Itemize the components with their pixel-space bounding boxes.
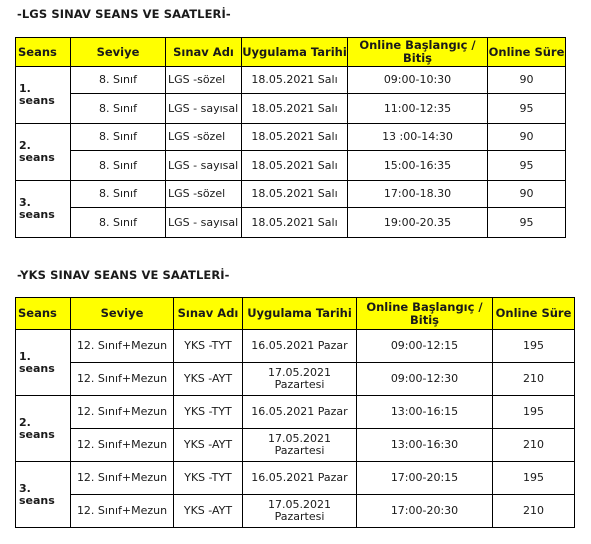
cell-sinav-adi: YKS -AYT xyxy=(174,363,243,396)
column-header-uygulama-tarihi: Uygulama Tarihi xyxy=(243,298,357,330)
session-label: 1. seans xyxy=(16,67,71,124)
column-header-online-sure: Online Süre xyxy=(488,38,566,67)
session-label: 1. seans xyxy=(16,330,71,396)
cell-online-sure: 210 xyxy=(493,363,575,396)
lgs-schedule-table xyxy=(15,37,566,238)
cell-uygulama-tarihi: 18.05.2021 Salı xyxy=(242,151,348,181)
cell-uygulama-tarihi: 16.05.2021 Pazar xyxy=(243,330,357,363)
cell-sinav-adi: LGS -sözel xyxy=(166,181,242,208)
cell-online-sure: 90 xyxy=(488,181,566,208)
cell-online-sure: 210 xyxy=(493,495,575,528)
cell-uygulama-tarihi: 17.05.2021 Pazartesi xyxy=(243,495,357,528)
session-label: 2. seans xyxy=(16,124,71,181)
column-header-uygulama-tarihi: Uygulama Tarihi xyxy=(242,38,348,67)
cell-sinav-adi: YKS -TYT xyxy=(174,396,243,429)
cell-sinav-adi: LGS - sayısal xyxy=(166,151,242,181)
cell-uygulama-tarihi: 18.05.2021 Salı xyxy=(242,94,348,124)
cell-online-saat: 09:00-12:30 xyxy=(357,363,493,396)
cell-online-saat: 17:00-20:15 xyxy=(357,462,493,495)
cell-uygulama-tarihi: 17.05.2021 Pazartesi xyxy=(243,363,357,396)
column-header-seviye: Seviye xyxy=(71,298,174,330)
cell-sinav-adi: YKS -AYT xyxy=(174,429,243,462)
table-row xyxy=(16,363,575,396)
cell-seviye: 8. Sınıf xyxy=(71,124,166,151)
column-header-online-baslangic-bitis: Online Başlangıç / Bitiş xyxy=(348,38,488,67)
cell-online-sure: 95 xyxy=(488,151,566,181)
table-row xyxy=(16,462,575,495)
session-label: 3. seans xyxy=(16,462,71,528)
cell-online-sure: 95 xyxy=(488,94,566,124)
cell-seviye: 8. Sınıf xyxy=(71,67,166,94)
cell-uygulama-tarihi: 18.05.2021 Salı xyxy=(242,67,348,94)
table-row xyxy=(16,330,575,363)
cell-seviye: 8. Sınıf xyxy=(71,94,166,124)
cell-uygulama-tarihi: 16.05.2021 Pazar xyxy=(243,396,357,429)
cell-online-saat: 13:00-16:30 xyxy=(357,429,493,462)
cell-sinav-adi: YKS -TYT xyxy=(174,462,243,495)
column-header-seans: Seans xyxy=(16,298,71,330)
table-row xyxy=(16,208,566,238)
yks-section-title: -YKS SINAV SEANS VE SAATLERİ- xyxy=(17,268,230,282)
lgs-section-title: -LGS SINAV SEANS VE SAATLERİ- xyxy=(17,7,231,21)
cell-online-saat: 13 :00-14:30 xyxy=(348,124,488,151)
table-row xyxy=(16,124,566,151)
cell-online-sure: 195 xyxy=(493,330,575,363)
cell-uygulama-tarihi: 18.05.2021 Salı xyxy=(242,181,348,208)
column-header-seviye: Seviye xyxy=(71,38,166,67)
cell-online-saat: 09:00-12:15 xyxy=(357,330,493,363)
column-header-sinav-adi: Sınav Adı xyxy=(174,298,243,330)
cell-sinav-adi: LGS -sözel xyxy=(166,124,242,151)
cell-online-sure: 90 xyxy=(488,67,566,94)
cell-seviye: 12. Sınıf+Mezun xyxy=(71,330,174,363)
column-header-online-sure: Online Süre xyxy=(493,298,575,330)
cell-seviye: 12. Sınıf+Mezun xyxy=(71,462,174,495)
cell-online-sure: 195 xyxy=(493,396,575,429)
cell-seviye: 8. Sınıf xyxy=(71,208,166,238)
session-label: 3. seans xyxy=(16,181,71,238)
cell-seviye: 8. Sınıf xyxy=(71,151,166,181)
cell-seviye: 12. Sınıf+Mezun xyxy=(71,429,174,462)
cell-seviye: 12. Sınıf+Mezun xyxy=(71,396,174,429)
cell-uygulama-tarihi: 18.05.2021 Salı xyxy=(242,208,348,238)
cell-online-saat: 17:00-18.30 xyxy=(348,181,488,208)
cell-online-sure: 195 xyxy=(493,462,575,495)
table-row xyxy=(16,429,575,462)
cell-online-saat: 09:00-10:30 xyxy=(348,67,488,94)
cell-sinav-adi: YKS -AYT xyxy=(174,495,243,528)
cell-online-sure: 210 xyxy=(493,429,575,462)
column-header-sinav-adi: Sınav Adı xyxy=(166,38,242,67)
cell-seviye: 8. Sınıf xyxy=(71,181,166,208)
cell-sinav-adi: LGS - sayısal xyxy=(166,208,242,238)
table-row xyxy=(16,151,566,181)
cell-online-sure: 95 xyxy=(488,208,566,238)
cell-seviye: 12. Sınıf+Mezun xyxy=(71,495,174,528)
cell-online-sure: 90 xyxy=(488,124,566,151)
cell-uygulama-tarihi: 16.05.2021 Pazar xyxy=(243,462,357,495)
column-header-seans: Seans xyxy=(16,38,71,67)
cell-online-saat: 15:00-16:35 xyxy=(348,151,488,181)
cell-online-saat: 17:00-20:30 xyxy=(357,495,493,528)
cell-uygulama-tarihi: 18.05.2021 Salı xyxy=(242,124,348,151)
yks-schedule-table xyxy=(15,297,575,528)
table-header-row xyxy=(16,38,566,67)
table-row xyxy=(16,181,566,208)
column-header-online-baslangic-bitis: Online Başlangıç / Bitiş xyxy=(357,298,493,330)
session-label: 2. seans xyxy=(16,396,71,462)
table-row xyxy=(16,396,575,429)
table-row xyxy=(16,67,566,94)
cell-online-saat: 11:00-12:35 xyxy=(348,94,488,124)
cell-online-saat: 13:00-16:15 xyxy=(357,396,493,429)
cell-uygulama-tarihi: 17.05.2021 Pazartesi xyxy=(243,429,357,462)
cell-sinav-adi: LGS -sözel xyxy=(166,67,242,94)
cell-sinav-adi: LGS - sayısal xyxy=(166,94,242,124)
cell-seviye: 12. Sınıf+Mezun xyxy=(71,363,174,396)
cell-sinav-adi: YKS -TYT xyxy=(174,330,243,363)
cell-online-saat: 19:00-20.35 xyxy=(348,208,488,238)
table-row xyxy=(16,495,575,528)
table-header-row xyxy=(16,298,575,330)
table-row xyxy=(16,94,566,124)
